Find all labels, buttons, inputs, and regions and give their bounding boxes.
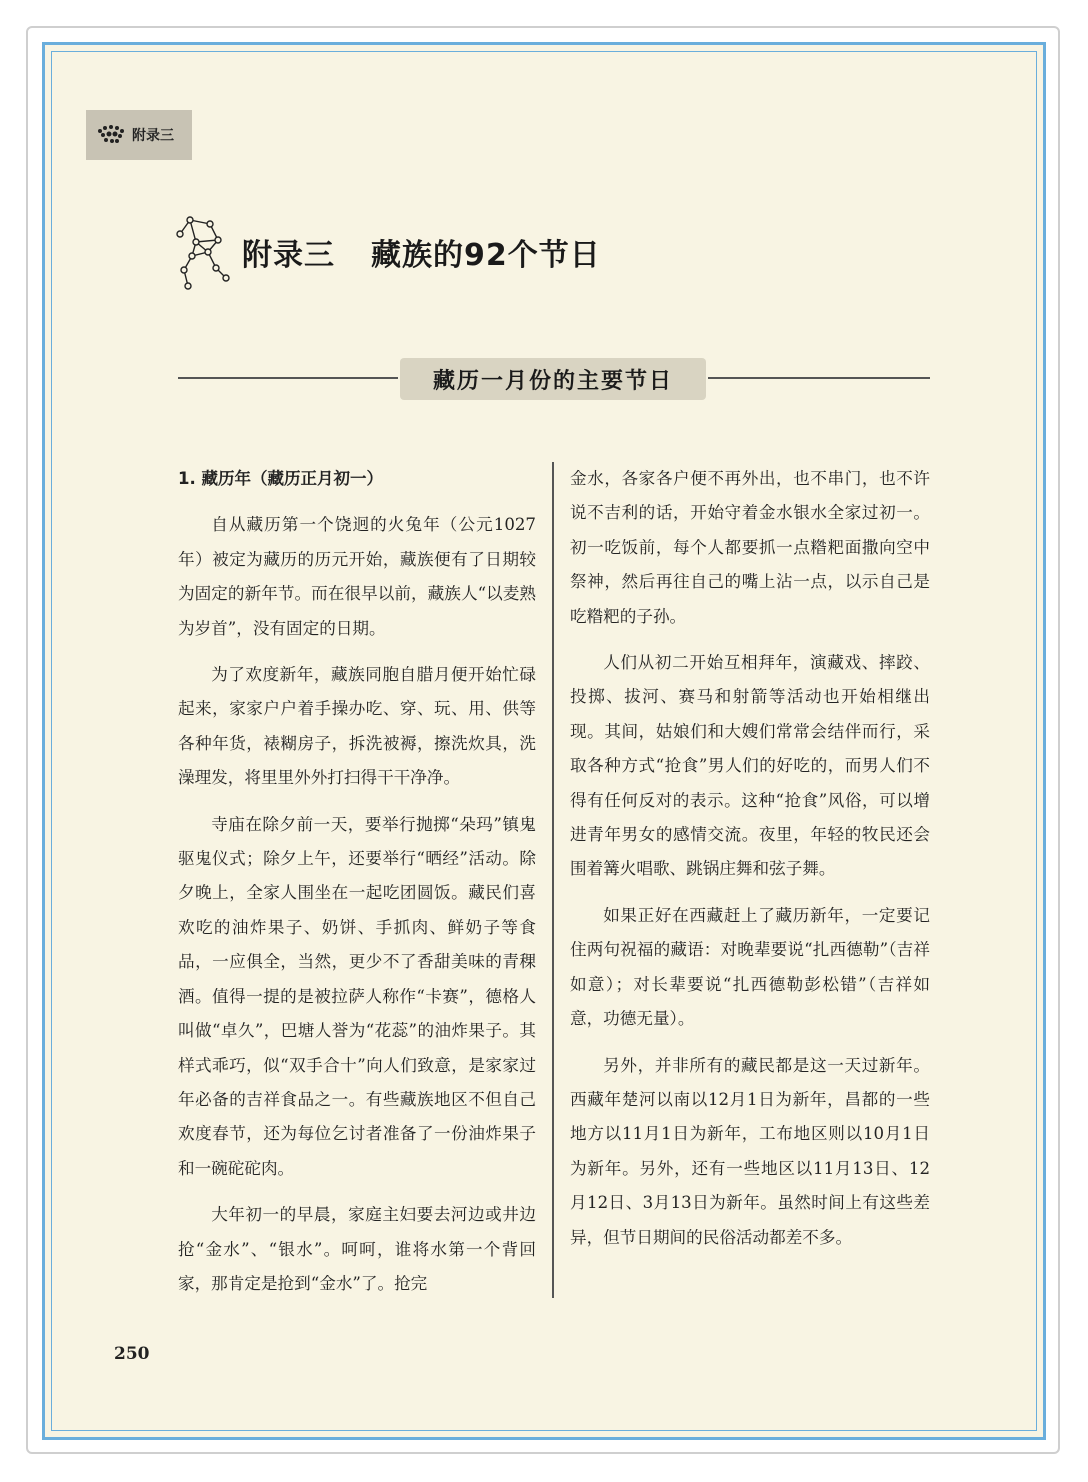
chapter-title bbox=[172, 212, 601, 292]
column-divider bbox=[552, 462, 554, 1298]
page-number: 250 bbox=[114, 1344, 150, 1364]
dots-cluster-icon bbox=[96, 123, 126, 147]
section-heading: 藏历一月份的主要节日 bbox=[400, 358, 706, 400]
paragraph: 另外，并非所有的藏民都是这一天过新年。西藏年楚河以南以12月1日为新年，昌都的一些地方以11月1日为新年，工布地区则以10月1日为新年。另外，还有一些地区以11月13日、12月12日、3月13日为新年。虽然时间上有这些差异，但节日期间的民俗活动都差不多。 bbox=[570, 1055, 930, 1247]
paragraph: 寺庙在除夕前一天，要举行抛掷“朵玛”镇鬼驱鬼仪式；除夕上午，还要举行“晒经”活动。除夕晚上，全家人围坐在一起吃团圆饭。藏民们喜欢吃的油炸果子、奶饼、手抓肉、鲜奶子等食品，一应俱全，当然，更少不了香甜美味的青稞酒。值得一提的是被拉萨人称作“卡赛”，德格人叫做“卓久”，巴塘人誉为“花蕊”的油炸果子。其样式乖巧，似“双手合十”向人们致意，是家家过年必备的吉祥食品之一。有些藏族地区不但自己欢度春节，还为每位乞讨者准备了一份油炸果子和一碗砣砣肉。 bbox=[178, 814, 536, 1178]
section-line-left bbox=[178, 377, 398, 379]
page-title bbox=[242, 230, 601, 274]
paragraph: 为了欢度新年，藏族同胞自腊月便开始忙碌起来，家家户户着手操办吃、穿、玩、用、供等各种年货，裱糊房子，拆洗被褥，擦洗炊具，洗澡理发，将里里外外打扫得干干净净。 bbox=[178, 665, 536, 788]
paragraph: 人们从初二开始互相拜年，演藏戏、摔跤、投掷、拔河、赛马和射箭等活动也开始相继出现。其间，姑娘们和大嫂们常常会结伴而行，采取各种方式“抢食”男人们的好吃的，而男人们不得有任何反对的表示。这种“抢食”风俗，可以增进青年男女的感情交流。夜里，年轻的牧民还会围着篝火唱歌、跳锅庄舞和弦子舞。 bbox=[570, 653, 930, 879]
left-column bbox=[178, 462, 536, 1301]
paragraph: 如果正好在西藏赶上了藏历新年，一定要记住两句祝福的藏语：对晚辈要说“扎西德勒”（吉祥如意）；对长辈要说“扎西德勒彭松错”（吉祥如意，功德无量）。 bbox=[570, 905, 930, 1029]
right-column bbox=[570, 462, 930, 1255]
section-line-right bbox=[708, 377, 930, 379]
chapter-tab bbox=[86, 110, 192, 160]
constellation-icon bbox=[172, 212, 234, 292]
title-prefix: 附录三 bbox=[242, 238, 335, 273]
title-main: 藏族的92个节日 bbox=[371, 238, 601, 273]
chapter-tab-label: 附录三 bbox=[132, 128, 174, 144]
paragraph: 大年初一的早晨，家庭主妇要去河边或井边抢“金水”、“银水”。呵呵，谁将水第一个背回家，那肯定是抢到“金水”了。抢完 bbox=[178, 1205, 536, 1293]
article-heading: 1. 藏历年（藏历正月初一） bbox=[178, 469, 383, 488]
section-banner bbox=[178, 362, 930, 396]
paragraph: 自从藏历第一个饶迥的火兔年（公元1027年）被定为藏历的历元开始，藏族便有了日期较为固定的新年节。而在很早以前，藏族人“以麦熟为岁首”，没有固定的日期。 bbox=[178, 515, 536, 638]
paragraph: 金水，各家各户便不再外出，也不串门，也不许说不吉利的话，开始守着金水银水全家过初一。初一吃饭前，每个人都要抓一点糌粑面撒向空中祭神，然后再往自己的嘴上沾一点，以示自己是吃糌粑的子孙。 bbox=[570, 469, 930, 626]
